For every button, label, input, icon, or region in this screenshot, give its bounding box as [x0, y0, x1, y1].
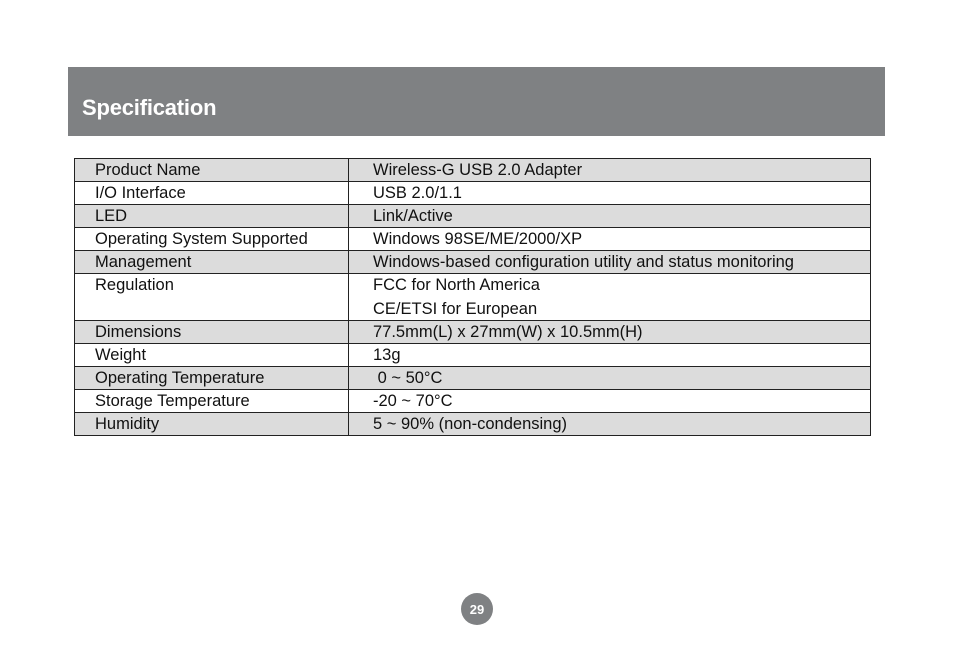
- spec-value: Windows-based configuration utility and status monitoring: [349, 251, 871, 274]
- spec-label: Product Name: [75, 159, 349, 182]
- table-row: [75, 413, 871, 436]
- spec-value: -20 ~ 70°C: [349, 390, 871, 413]
- spec-label: I/O Interface: [75, 182, 349, 205]
- table-row: [75, 159, 871, 182]
- spec-label: Dimensions: [75, 321, 349, 344]
- spec-label: Management: [75, 251, 349, 274]
- table-row: [75, 344, 871, 367]
- page-number-badge: 29: [461, 593, 493, 625]
- table-row: [75, 251, 871, 274]
- spec-value: [349, 274, 871, 321]
- specification-table: [74, 158, 871, 436]
- spec-value-line: FCC for North America: [373, 276, 540, 294]
- spec-label: Operating System Supported: [75, 228, 349, 251]
- spec-label: Operating Temperature: [75, 367, 349, 390]
- table-row: [75, 390, 871, 413]
- table-row: [75, 228, 871, 251]
- section-header: [68, 67, 885, 136]
- spec-value: 0 ~ 50°C: [349, 367, 871, 390]
- spec-value: 77.5mm(L) x 27mm(W) x 10.5mm(H): [349, 321, 871, 344]
- spec-value: USB 2.0/1.1: [349, 182, 871, 205]
- table-row: [75, 367, 871, 390]
- spec-value-line: CE/ETSI for European: [373, 300, 538, 318]
- table-row: [75, 182, 871, 205]
- spec-value: Windows 98SE/ME/2000/XP: [349, 228, 871, 251]
- spec-value: Wireless-G USB 2.0 Adapter: [349, 159, 871, 182]
- spec-label: Storage Temperature: [75, 390, 349, 413]
- page-title: Specification: [82, 95, 217, 120]
- table-row: [75, 205, 871, 228]
- spec-label: Humidity: [75, 413, 349, 436]
- spec-value: Link/Active: [349, 205, 871, 228]
- table-row: [75, 274, 871, 321]
- spec-label: Weight: [75, 344, 349, 367]
- spec-value: 5 ~ 90% (non-condensing): [349, 413, 871, 436]
- spec-label: Regulation: [75, 274, 349, 321]
- table-row: [75, 321, 871, 344]
- spec-value: 13g: [349, 344, 871, 367]
- spec-label: LED: [75, 205, 349, 228]
